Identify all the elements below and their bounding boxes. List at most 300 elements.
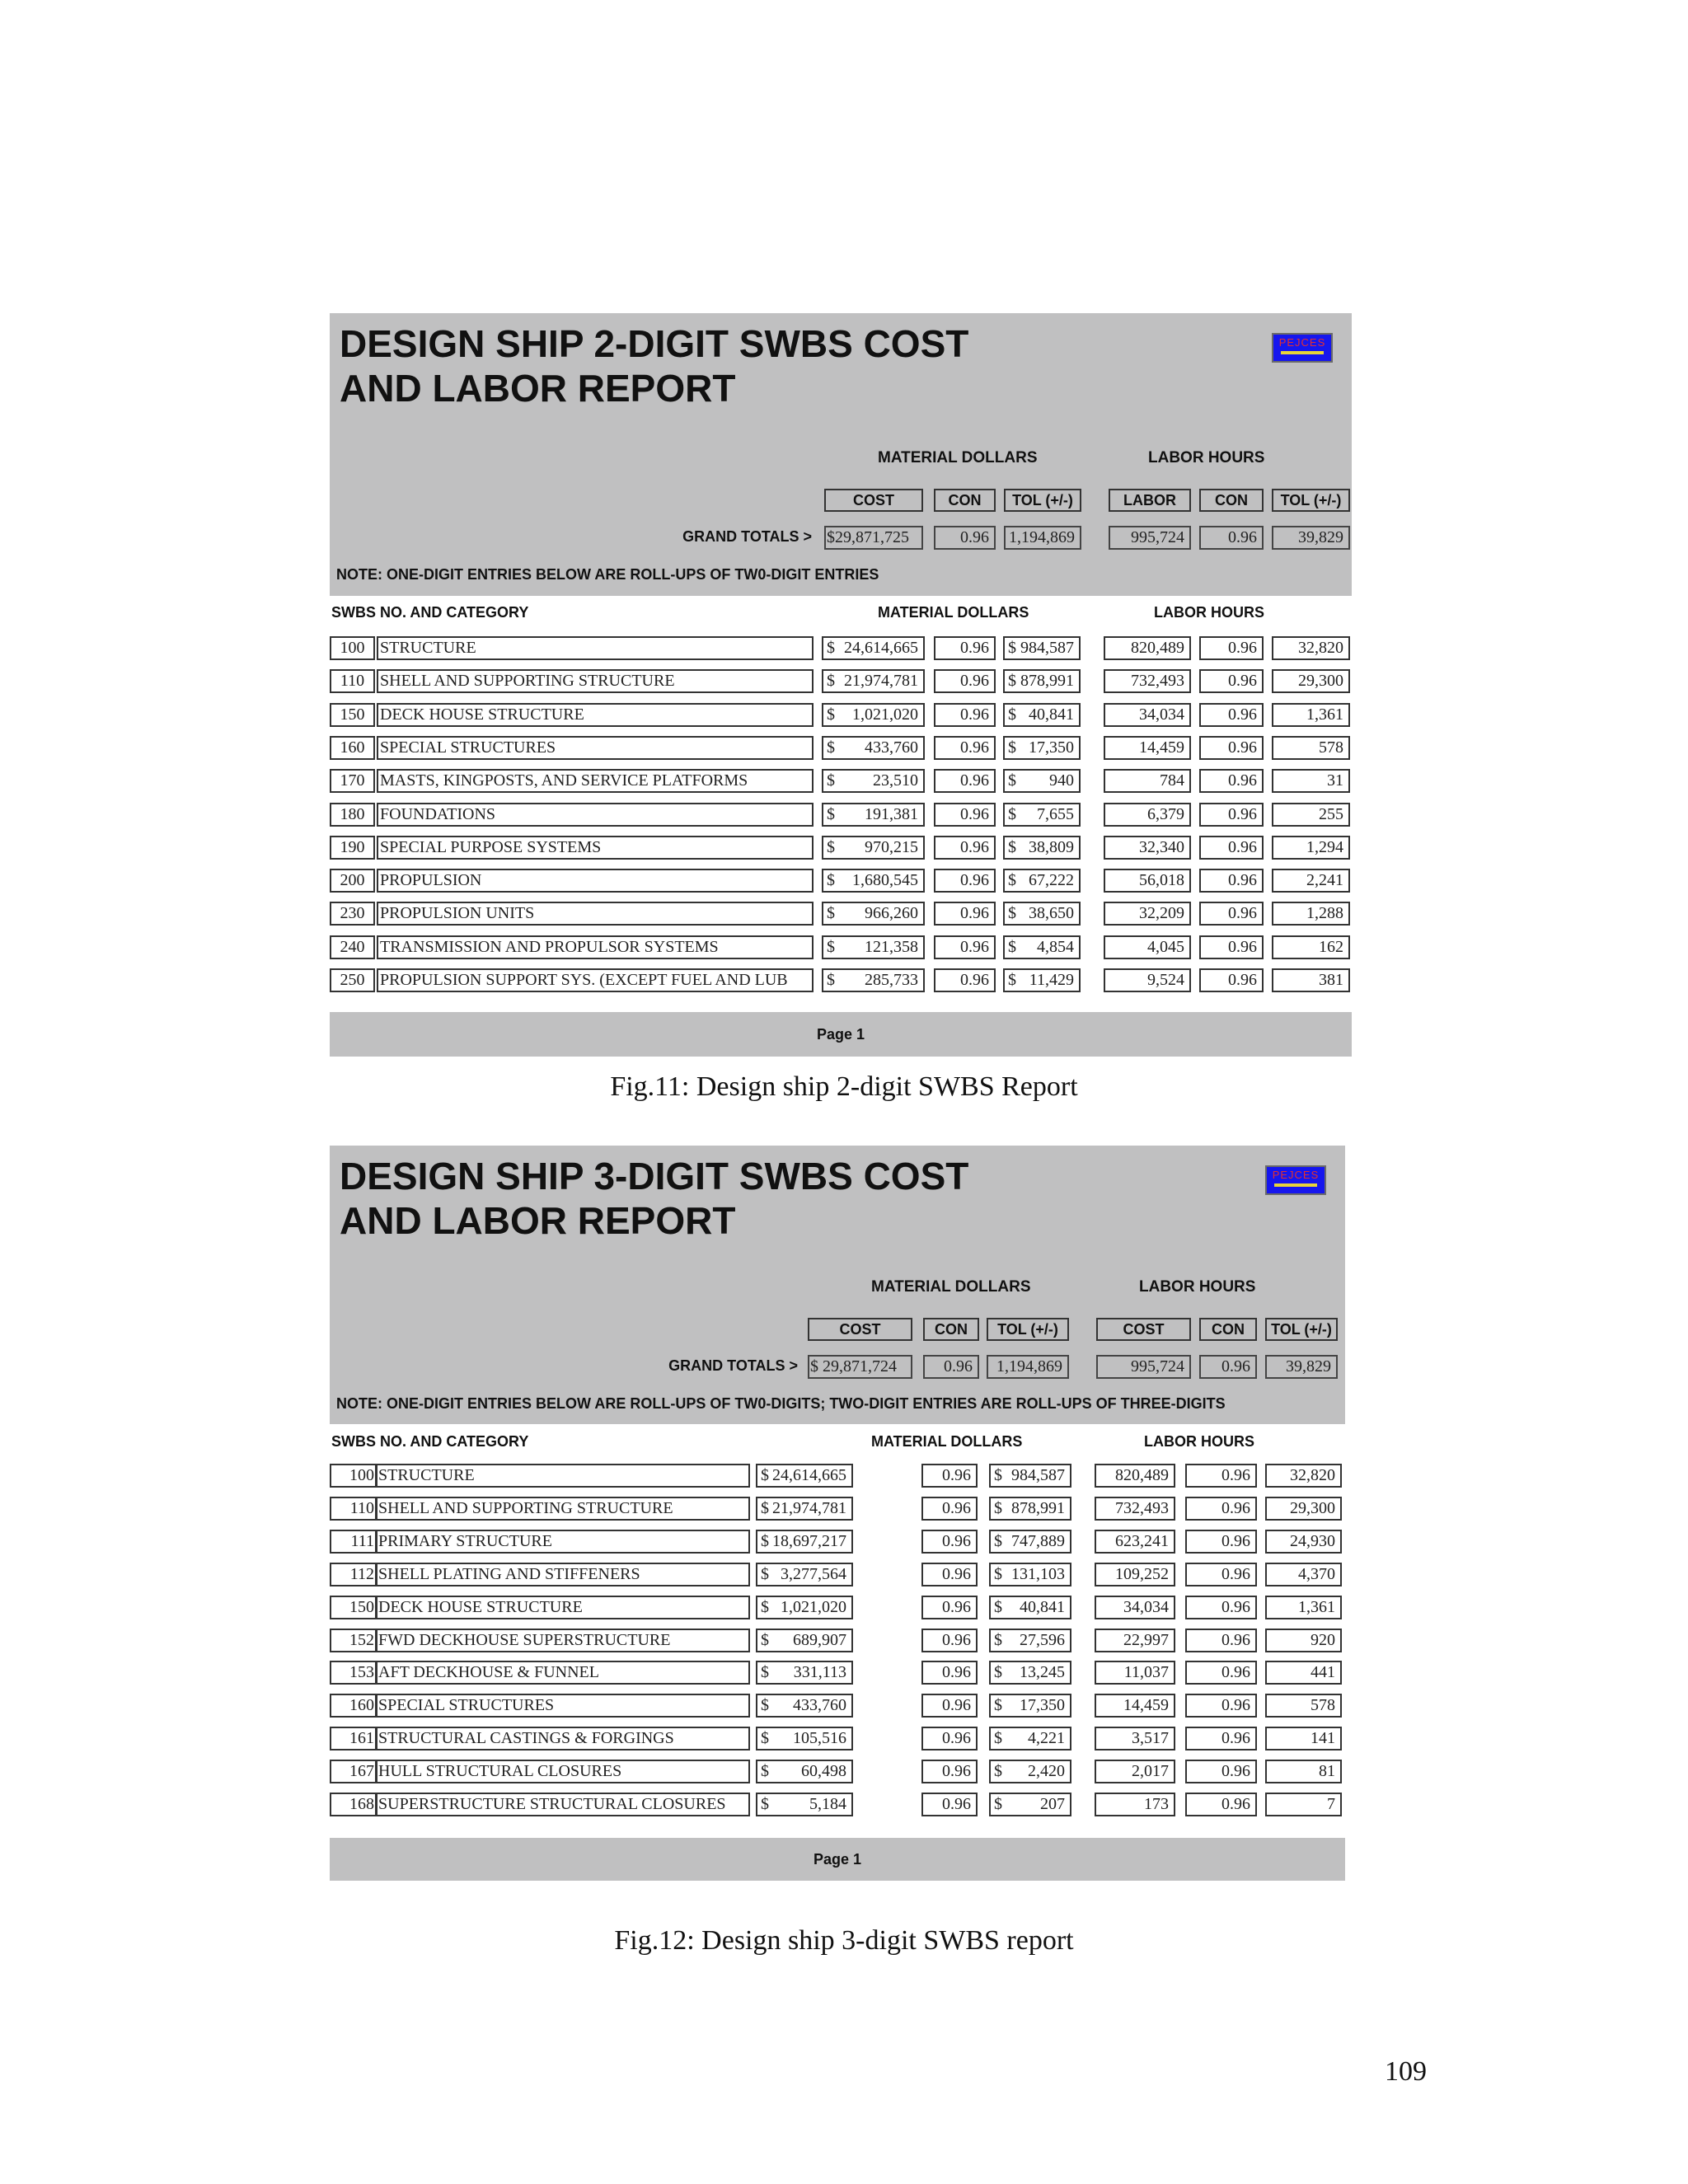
labor-hours: 2,017 [1095,1760,1175,1783]
labor-con: 0.96 [1185,1760,1257,1783]
currency-symbol: $ [994,1729,1002,1747]
material-cost [822,935,925,959]
currency-symbol: $ [761,1532,769,1550]
swbs-category-name: AFT DECKHOUSE & FUNNEL [375,1661,750,1685]
labor-tol: 578 [1272,736,1350,760]
material-cost-value: 1,021,020 [781,1598,846,1616]
labor-con: 0.96 [1185,1661,1257,1685]
material-dollars-header: MATERIAL DOLLARS [871,1278,1031,1296]
currency-symbol: $ [761,1696,769,1714]
material-tol-value: 940 [1049,771,1074,790]
swbs-category-name: MASTS, KINGPOSTS, AND SERVICE PLATFORMS [377,769,814,793]
labor-con: 0.96 [1199,703,1264,727]
material-tol [1003,769,1081,793]
labor-hours: 6,379 [1104,803,1191,827]
table-row [330,1629,1345,1652]
swbs-category-name: STRUCTURAL CASTINGS & FORGINGS [375,1727,750,1750]
table-row [330,869,1352,893]
labor-tol: 162 [1272,935,1350,959]
swbs-category-name: SPECIAL STRUCTURES [377,736,814,760]
peices-logo-icon [1265,1165,1326,1195]
currency-symbol: $ [1008,805,1016,823]
labor-con: 0.96 [1185,1464,1257,1488]
material-cost [822,636,925,660]
material-cost [756,1760,853,1783]
logo-text: PEJCES [1278,336,1326,349]
currency-symbol: $ [761,1499,769,1517]
swbs-category-name: SPECIAL PURPOSE SYSTEMS [377,836,814,860]
labor-hours: 34,034 [1095,1596,1175,1619]
table-row [330,1727,1345,1750]
material-con: 0.96 [934,669,996,693]
material-cost-value: 23,510 [873,771,918,790]
material-tol [989,1760,1071,1783]
material-cost-value: 966,260 [865,904,918,922]
labor-tol: 29,300 [1272,669,1350,693]
figure-12-report [330,1146,1345,1881]
material-con: 0.96 [934,968,996,992]
material-con: 0.96 [934,769,996,793]
labor-tol: 1,294 [1272,836,1350,860]
material-cost-value: 433,760 [793,1696,846,1714]
material-tol [989,1464,1071,1488]
material-cost-value: 18,697,217 [772,1532,846,1550]
material-tol [989,1661,1071,1685]
material-tol-value: 2,420 [1028,1762,1065,1780]
material-con: 0.96 [934,869,996,893]
currency-symbol: $ [994,1466,1002,1484]
swbs-number: 150 [330,703,375,727]
labor-tol: 578 [1265,1694,1342,1718]
material-cost [822,836,925,860]
material-cost-value: 3,277,564 [781,1565,846,1583]
material-con: 0.96 [934,703,996,727]
grand-total-value: 0.96 [923,1355,979,1379]
labor-tol: 32,820 [1272,636,1350,660]
material-dollars-subheader: MATERIAL DOLLARS [878,604,1029,621]
swbs-category-name: FWD DECKHOUSE SUPERSTRUCTURE [375,1629,750,1652]
grand-total-value: 1,194,869 [987,1355,1069,1379]
swbs-number: 100 [330,1464,377,1488]
material-cost [822,968,925,992]
swbs-number: 250 [330,968,375,992]
grand-totals-label: GRAND TOTALS > [668,1357,798,1374]
table-row [330,1497,1345,1521]
labor-hours: 14,459 [1104,736,1191,760]
currency-symbol: $ [761,1762,769,1780]
material-cost [756,1727,853,1750]
material-cost [822,902,925,926]
labor-hours: 732,493 [1095,1497,1175,1521]
currency-symbol: $ [761,1663,769,1681]
currency-symbol: $ [994,1795,1002,1813]
labor-hours: 3,517 [1095,1727,1175,1750]
material-cost [756,1530,853,1554]
column-header: TOL (+/-) [1272,489,1350,512]
swbs-number: 200 [330,869,375,893]
swbs-category-name: HULL STRUCTURAL CLOSURES [375,1760,750,1783]
currency-symbol: $ [761,1598,769,1616]
material-con: 0.96 [921,1694,978,1718]
material-cost-value: 21,974,781 [844,672,918,690]
labor-tol: 255 [1272,803,1350,827]
material-con: 0.96 [921,1596,978,1619]
currency-symbol: $ [827,805,835,823]
material-tol [1003,803,1081,827]
labor-tol: 4,370 [1265,1563,1342,1586]
material-cost [822,803,925,827]
labor-hours-header: LABOR HOURS [1139,1278,1256,1296]
material-tol [989,1727,1071,1750]
currency-symbol: $ [994,1762,1002,1780]
grand-totals-label: GRAND TOTALS > [682,528,812,545]
column-header: LABOR [1109,489,1191,512]
material-cost-value: 121,358 [865,938,918,956]
currency-symbol: $ [994,1663,1002,1681]
table-row [330,803,1352,827]
material-tol-value: 984,587 [1011,1466,1065,1484]
labor-con: 0.96 [1185,1497,1257,1521]
material-cost-value: 105,516 [793,1729,846,1747]
labor-hours: 22,997 [1095,1629,1175,1652]
swbs-number: 167 [330,1760,377,1783]
column-header: CON [923,1318,979,1341]
material-cost-value: 24,614,665 [844,639,918,657]
report-title: DESIGN SHIP 2-DIGIT SWBS COST AND LABOR REPORT [340,322,969,410]
labor-tol: 2,241 [1272,869,1350,893]
material-tol [1003,836,1081,860]
currency-symbol: $ [994,1532,1002,1550]
material-cost-value: 191,381 [865,805,918,823]
labor-con: 0.96 [1185,1596,1257,1619]
report-title: DESIGN SHIP 3-DIGIT SWBS COST AND LABOR REPORT [340,1155,969,1242]
material-cost [756,1694,853,1718]
material-tol-value: 40,841 [1029,705,1074,724]
logo-stripe [1281,351,1324,354]
table-row [330,1563,1345,1586]
labor-con: 0.96 [1185,1694,1257,1718]
labor-con: 0.96 [1199,636,1264,660]
labor-hours: 173 [1095,1793,1175,1816]
material-con: 0.96 [921,1563,978,1586]
currency-symbol: $ [994,1631,1002,1649]
swbs-category-name: SHELL PLATING AND STIFFENERS [375,1563,750,1586]
labor-tol: 1,288 [1272,902,1350,926]
swbs-category-name: FOUNDATIONS [377,803,814,827]
swbs-number: 111 [330,1530,377,1554]
table-row [330,1760,1345,1783]
table-row [330,636,1352,660]
swbs-number: 170 [330,769,375,793]
material-cost-value: 1,680,545 [852,871,918,889]
material-con: 0.96 [921,1629,978,1652]
swbs-category-name: SHELL AND SUPPORTING STRUCTURE [377,669,814,693]
currency-symbol: $ [827,771,835,790]
material-tol [1003,968,1081,992]
labor-con: 0.96 [1199,968,1264,992]
material-con: 0.96 [921,1464,978,1488]
labor-tol: 1,361 [1272,703,1350,727]
swbs-category-name: STRUCTURE [377,636,814,660]
material-cost [756,1661,853,1685]
material-cost-value: 24,614,665 [772,1466,846,1484]
material-cost [756,1563,853,1586]
currency-symbol: $ [1008,738,1016,757]
labor-hours: 820,489 [1095,1464,1175,1488]
labor-tol: 31 [1272,769,1350,793]
material-cost [822,669,925,693]
labor-hours: 732,493 [1104,669,1191,693]
labor-hours-subheader: LABOR HOURS [1154,604,1264,621]
labor-hours: 14,459 [1095,1694,1175,1718]
material-cost-value: 331,113 [793,1663,846,1681]
material-tol-value: 207 [1040,1795,1065,1813]
currency-symbol: $ [1008,871,1016,889]
swbs-number: 160 [330,736,375,760]
material-con: 0.96 [934,935,996,959]
currency-symbol: $ [827,672,835,690]
material-tol-value: 17,350 [1020,1696,1065,1714]
logo-text: PEJCES [1272,1169,1320,1181]
labor-hours: 820,489 [1104,636,1191,660]
material-cost [822,736,925,760]
currency-symbol: $ [827,705,835,724]
swbs-number: 152 [330,1629,377,1652]
currency-symbol: $ [827,738,835,757]
swbs-number: 190 [330,836,375,860]
table-row [330,836,1352,860]
labor-hours-subheader: LABOR HOURS [1144,1433,1254,1450]
labor-hours: 109,252 [1095,1563,1175,1586]
table-row [330,902,1352,926]
column-header: COST [808,1318,912,1341]
swbs-number: 230 [330,902,375,926]
currency-symbol: $ [994,1499,1002,1517]
currency-symbol: $ [1008,771,1016,790]
swbs-number: 160 [330,1694,377,1718]
labor-con: 0.96 [1199,803,1264,827]
labor-hours: 9,524 [1104,968,1191,992]
labor-hours: 4,045 [1104,935,1191,959]
labor-tol: 441 [1265,1661,1342,1685]
material-cost-value: 21,974,781 [772,1499,846,1517]
material-tol [1003,703,1081,727]
labor-tol: 141 [1265,1727,1342,1750]
currency-symbol: $ [827,871,835,889]
material-tol [989,1563,1071,1586]
labor-hours: 56,018 [1104,869,1191,893]
material-tol-value: 984,587 [1020,639,1074,657]
currency-symbol: $ [1008,838,1016,856]
labor-con: 0.96 [1199,736,1264,760]
table-row [330,1694,1345,1718]
labor-hours: 32,340 [1104,836,1191,860]
swbs-category-name: PRIMARY STRUCTURE [375,1530,750,1554]
material-tol-value: 878,991 [1020,672,1074,690]
swbs-category-name: PROPULSION SUPPORT SYS. (EXCEPT FUEL AND LUB [377,968,814,992]
material-con: 0.96 [934,902,996,926]
labor-con: 0.96 [1199,902,1264,926]
table-row [330,736,1352,760]
swbs-category-name: PROPULSION [377,869,814,893]
table-row [330,1793,1345,1816]
material-tol [1003,636,1081,660]
currency-symbol: $ [994,1598,1002,1616]
labor-tol: 920 [1265,1629,1342,1652]
material-cost [822,703,925,727]
table-row [330,1464,1345,1488]
material-tol [1003,902,1081,926]
logo-stripe [1274,1183,1317,1187]
labor-tol: 32,820 [1265,1464,1342,1488]
labor-con: 0.96 [1185,1793,1257,1816]
currency-symbol: $ [1008,971,1016,989]
labor-hours: 623,241 [1095,1530,1175,1554]
material-tol-value: 13,245 [1020,1663,1065,1681]
table-row [330,1661,1345,1685]
material-tol-value: 40,841 [1020,1598,1065,1616]
material-cost-value: 689,907 [793,1631,846,1649]
swbs-number: 161 [330,1727,377,1750]
material-con: 0.96 [921,1530,978,1554]
column-header: COST [1096,1318,1191,1341]
swbs-number: 240 [330,935,375,959]
column-header: CON [1199,1318,1257,1341]
material-tol-value: 38,650 [1029,904,1074,922]
peices-logo-icon [1272,333,1333,363]
grand-total-value: $ 29,871,724 [808,1355,912,1379]
material-con: 0.96 [934,636,996,660]
grand-total-value: 0.96 [1199,1355,1257,1379]
currency-symbol: $ [1008,705,1016,724]
material-tol [1003,935,1081,959]
currency-symbol: $ [761,1795,769,1813]
labor-con: 0.96 [1199,769,1264,793]
material-cost-value: 1,021,020 [852,705,918,724]
material-tol [989,1497,1071,1521]
material-con: 0.96 [921,1760,978,1783]
labor-con: 0.96 [1199,669,1264,693]
currency-symbol: $ [827,639,835,657]
table-row [330,1596,1345,1619]
material-cost [822,869,925,893]
currency-symbol: $ [761,1631,769,1649]
swbs-number: 168 [330,1793,377,1816]
material-con: 0.96 [934,803,996,827]
material-tol-value: 67,222 [1029,871,1074,889]
labor-con: 0.96 [1185,1727,1257,1750]
table-row [330,935,1352,959]
swbs-number: 153 [330,1661,377,1685]
swbs-category-name: STRUCTURE [375,1464,750,1488]
material-tol [1003,736,1081,760]
swbs-number: 112 [330,1563,377,1586]
material-cost [756,1464,853,1488]
report-footer: Page 1 [330,1012,1352,1057]
grand-total-value: 39,829 [1265,1355,1338,1379]
material-cost-value: 60,498 [801,1762,846,1780]
report-note: NOTE: ONE-DIGIT ENTRIES BELOW ARE ROLL-UPS OF TW0-DIGITS; TWO-DIGIT ENTRIES ARE ROLL-UPS OF THREE-DIGITS [336,1395,1226,1412]
material-con: 0.96 [934,736,996,760]
material-tol-value: 747,889 [1011,1532,1065,1550]
material-cost-value: 433,760 [865,738,918,757]
swbs-category-name: DECK HOUSE STRUCTURE [375,1596,750,1619]
currency-symbol: $ [761,1565,769,1583]
currency-symbol: $ [827,904,835,922]
category-header: SWBS NO. AND CATEGORY [331,604,529,621]
material-tol-value: 878,991 [1011,1499,1065,1517]
swbs-category-name: TRANSMISSION AND PROPULSOR SYSTEMS [377,935,814,959]
labor-hours: 11,037 [1095,1661,1175,1685]
grand-total-value: 995,724 [1096,1355,1191,1379]
column-header: CON [1199,489,1264,512]
grand-total-value: 995,724 [1109,526,1191,550]
labor-hours-header: LABOR HOURS [1148,449,1265,466]
material-cost [756,1793,853,1816]
labor-con: 0.96 [1185,1530,1257,1554]
table-row [330,1530,1345,1554]
labor-hours: 34,034 [1104,703,1191,727]
page-number: 109 [1385,2056,1427,2087]
material-cost [756,1629,853,1652]
labor-hours: 784 [1104,769,1191,793]
material-tol [989,1629,1071,1652]
column-header: TOL (+/-) [1265,1318,1338,1341]
category-header: SWBS NO. AND CATEGORY [331,1433,529,1450]
swbs-number: 100 [330,636,375,660]
grand-total-value: 0.96 [934,526,996,550]
material-dollars-header: MATERIAL DOLLARS [878,449,1038,466]
grand-total-value: $29,871,725 [824,526,923,550]
material-tol-value: 7,655 [1037,805,1074,823]
table-row [330,968,1352,992]
swbs-category-name: DECK HOUSE STRUCTURE [377,703,814,727]
currency-symbol: $ [761,1729,769,1747]
column-header: TOL (+/-) [1004,489,1081,512]
swbs-category-name: SUPERSTRUCTURE STRUCTURAL CLOSURES [375,1793,750,1816]
currency-symbol: $ [827,938,835,956]
material-dollars-subheader: MATERIAL DOLLARS [871,1433,1023,1450]
material-tol-value: 4,221 [1028,1729,1065,1747]
material-tol [1003,669,1081,693]
figure-11-report [330,313,1352,1057]
labor-tol: 29,300 [1265,1497,1342,1521]
labor-tol: 81 [1265,1760,1342,1783]
labor-tol: 7 [1265,1793,1342,1816]
material-tol [989,1694,1071,1718]
material-con: 0.96 [921,1793,978,1816]
currency-symbol: $ [1008,938,1016,956]
labor-tol: 381 [1272,968,1350,992]
figure-11-caption: Fig.11: Design ship 2-digit SWBS Report [610,1071,1078,1102]
column-header: CON [934,489,996,512]
grand-total-value: 39,829 [1272,526,1350,550]
swbs-category-name: SPECIAL STRUCTURES [375,1694,750,1718]
material-tol [989,1530,1071,1554]
table-row [330,769,1352,793]
material-con: 0.96 [921,1661,978,1685]
material-tol [989,1596,1071,1619]
report-note: NOTE: ONE-DIGIT ENTRIES BELOW ARE ROLL-UPS OF TW0-DIGIT ENTRIES [336,566,879,583]
labor-tol: 24,930 [1265,1530,1342,1554]
currency-symbol: $ [827,971,835,989]
swbs-category-name: PROPULSION UNITS [377,902,814,926]
labor-tol: 1,361 [1265,1596,1342,1619]
grand-total-value: 1,194,869 [1004,526,1081,550]
material-cost-value: 970,215 [865,838,918,856]
material-cost-value: 285,733 [865,971,918,989]
material-tol-value: 4,854 [1037,938,1074,956]
